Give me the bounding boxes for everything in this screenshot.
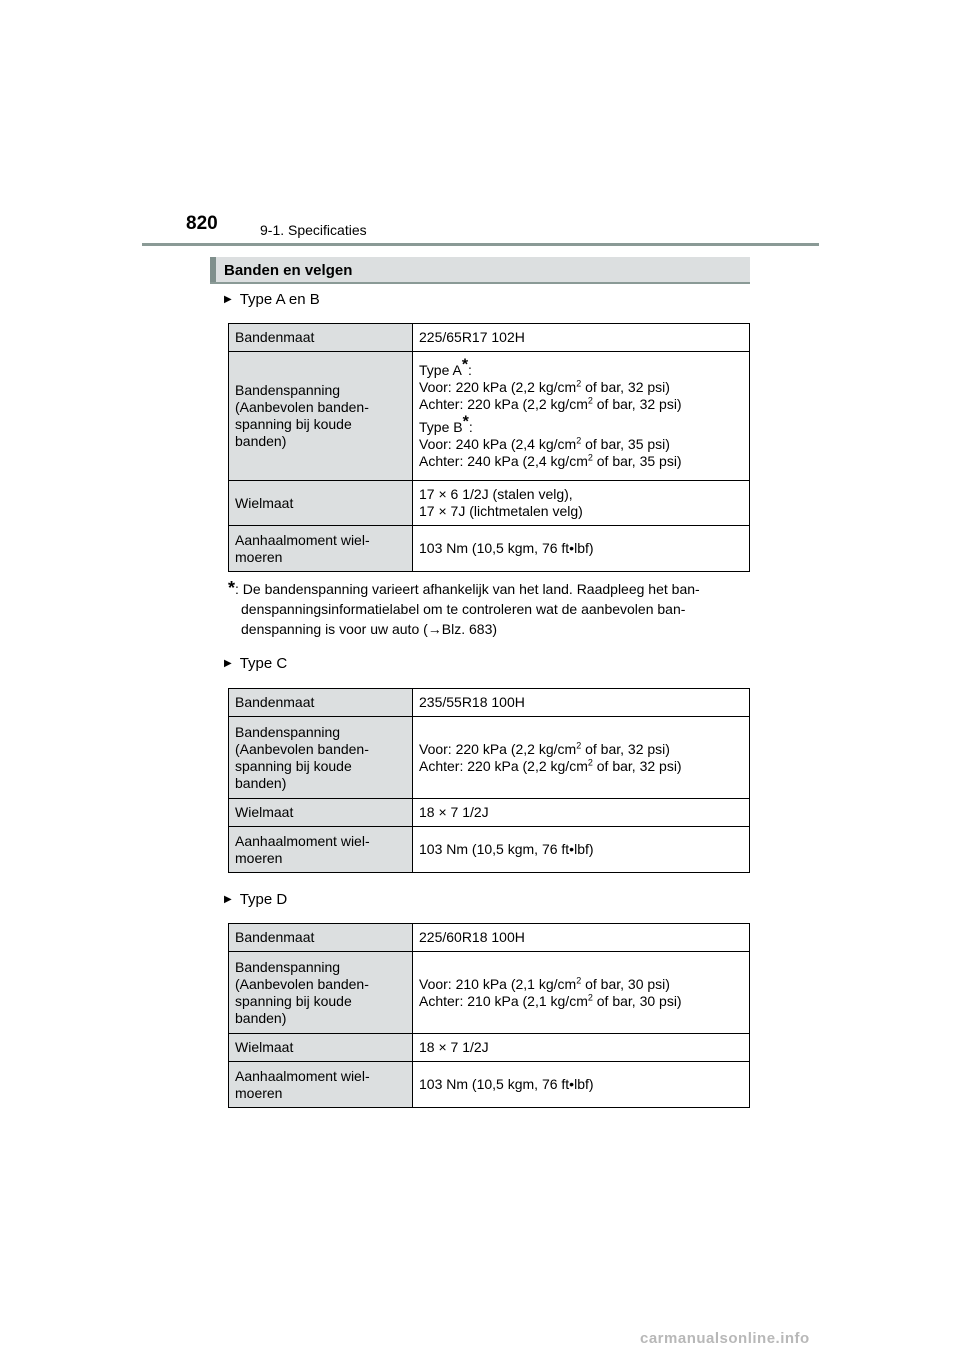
- row-value: 18 × 7 1/2J: [413, 1034, 750, 1062]
- type-a-label: Type A*:: [419, 356, 472, 378]
- spec-table-a-b: [228, 323, 750, 572]
- row-label: Aanhaalmoment wiel- moeren: [229, 827, 413, 873]
- row-value: 103 Nm (10,5 kgm, 76 ft•lbf): [413, 526, 750, 572]
- type-b-front: Voor: 240 kPa (2,4 $kg/cm^2$ of bar, 35 psi): [419, 435, 670, 452]
- row-label: Bandenspanning (Aanbevolen banden- spanning bij koude banden): [229, 952, 413, 1034]
- table-row: [229, 717, 750, 799]
- row-value: Voor: 210 kPa (2,1 $kg/cm^2$ of bar, 30 psi) Achter: 210 kPa (2,1 $kg/cm^2$ of bar, 30 psi): [413, 952, 750, 1034]
- row-value: 225/60R18 100H: [413, 924, 750, 952]
- row-label: Bandenspanning (Aanbevolen banden- spanning bij koude banden): [229, 352, 413, 481]
- row-value: 17 × 6 1/2J (stalen velg), 17 × 7J (lichtmetalen velg): [413, 481, 750, 526]
- row-label: Wielmaat: [229, 1034, 413, 1062]
- row-value: 103 Nm (10,5 kgm, 76 ft•lbf): [413, 827, 750, 873]
- arrow-icon: ▶: [224, 294, 232, 305]
- row-value: 235/55R18 100H: [413, 689, 750, 717]
- row-value: [413, 352, 750, 481]
- row-value: Voor: 220 kPa (2,2 $kg/cm^2$ of bar, 32 psi) Achter: 220 kPa (2,2 $kg/cm^2$ of bar, 32 psi): [413, 717, 750, 799]
- table-row: [229, 952, 750, 1034]
- table-row: [229, 799, 750, 827]
- table-row: [229, 924, 750, 952]
- heading-bar: [210, 257, 750, 284]
- row-value: 225/65R17 102H: [413, 324, 750, 352]
- table-row: [229, 481, 750, 526]
- row-label: Bandenmaat: [229, 324, 413, 352]
- arrow-icon: ▶: [224, 894, 232, 905]
- footnote-star: *: [228, 578, 236, 598]
- table-row: [229, 827, 750, 873]
- type-a-rear: Achter: 220 kPa (2,2 $kg/cm^2$ of bar, 32 psi): [419, 395, 682, 412]
- section-title: 9-1. Specificaties: [260, 222, 367, 238]
- type-b-rear: Achter: 240 kPa (2,4 $kg/cm^2$ of bar, 35 psi): [419, 452, 682, 469]
- spec-table-d: [228, 923, 750, 1108]
- footnote: [228, 578, 750, 639]
- table-row: [229, 526, 750, 572]
- watermark: carmanualsonline.info: [640, 1330, 810, 1347]
- type-a-front: Voor: 220 kPa (2,2 $kg/cm^2$ of bar, 32 psi): [419, 378, 670, 395]
- row-label: Bandenmaat: [229, 689, 413, 717]
- spec-table-c: [228, 688, 750, 873]
- row-label: Aanhaalmoment wiel- moeren: [229, 1062, 413, 1108]
- row-value: 103 Nm (10,5 kgm, 76 ft•lbf): [413, 1062, 750, 1108]
- heading-title: Banden en velgen: [224, 262, 353, 279]
- footnote-line-1: : De bandenspanning varieert afhankelijk van het land. Raadpleeg het ban-: [235, 581, 700, 597]
- row-label: Aanhaalmoment wiel- moeren: [229, 526, 413, 572]
- footnote-line-3: denspanning is voor uw auto (→Blz. 683): [241, 621, 498, 637]
- table-row: [229, 352, 750, 481]
- row-value: 18 × 7 1/2J: [413, 799, 750, 827]
- heading-accent: [210, 257, 216, 282]
- subheading-type-a-b: [224, 291, 320, 308]
- row-label: Wielmaat: [229, 799, 413, 827]
- subheading-label: Type A en B: [239, 291, 320, 308]
- table-row: [229, 1062, 750, 1108]
- table-row: [229, 1034, 750, 1062]
- footnote-line-2: denspanningsinformatielabel om te controleren wat de aanbevolen ban-: [241, 601, 686, 617]
- header-divider: [142, 243, 819, 246]
- row-label: Bandenspanning (Aanbevolen banden- spanning bij koude banden): [229, 717, 413, 799]
- page-number: 820: [186, 213, 218, 234]
- arrow-icon: ▶: [224, 658, 232, 669]
- subheading-label: Type D: [239, 891, 288, 908]
- subheading-type-c: [224, 655, 287, 672]
- type-b-label: Type B*:: [419, 413, 473, 435]
- table-row: [229, 689, 750, 717]
- subheading-type-d: [224, 891, 287, 908]
- table-row: [229, 324, 750, 352]
- subheading-label: Type C: [239, 655, 288, 672]
- row-label: Bandenmaat: [229, 924, 413, 952]
- row-label: Wielmaat: [229, 481, 413, 526]
